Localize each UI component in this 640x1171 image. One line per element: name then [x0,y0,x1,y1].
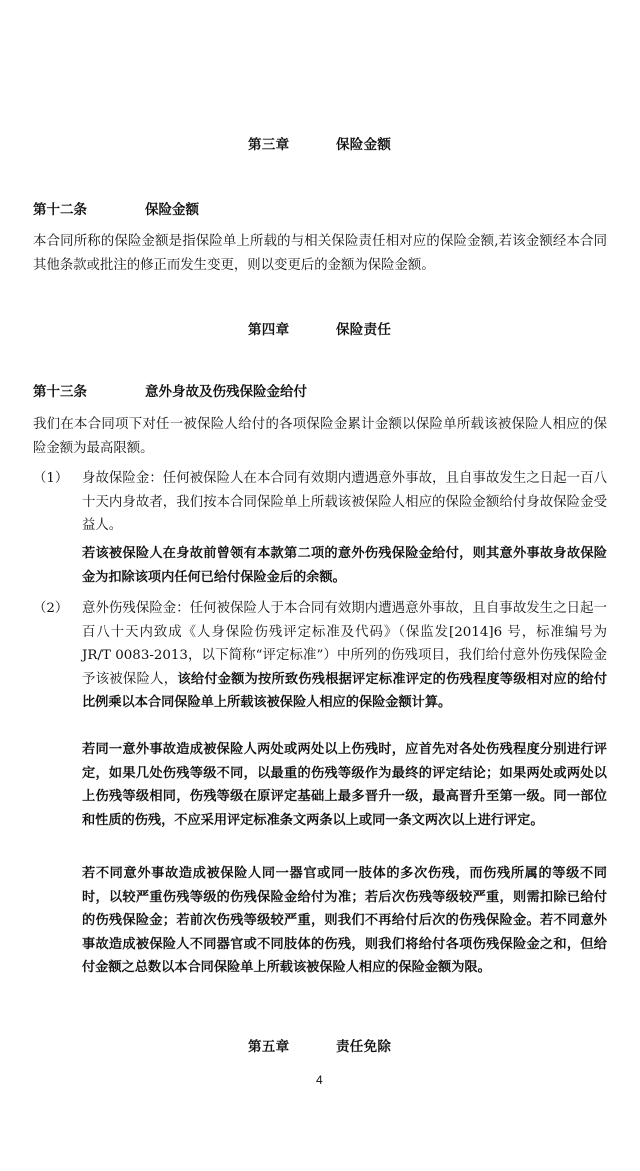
article-number: 第十二条 [33,202,87,218]
page-number: 4 [316,1073,323,1087]
article-13-intro: 我们在本合同项下对任一被保险人给付的各项保险金累计金额以保险单所载该被保险人相应的保险金额为最高限额。 [33,417,607,456]
chapter-number: 第五章 [248,1039,290,1055]
item-2-text-bold: 该给付金额为按所致伤残根据评定标准评定的伤残程度等级相对应的给付比例乘以本合同保险单上所载该被保险人相应的保险金额计算。 [82,671,608,710]
item-2-text-plain: 意外伤残保险金：任何被保险人于本合同有效期内遭遇意外事故，且自事故发生之日起一百八十天内致成《人身保险伤残评定标准及代码》（保监发[2014]6 号，标准编号为 JR/T 0083-2013，以下简称“评定标准”）中所列的伤残项目，我们给付意外伤残保险金予该被保险人， [82,601,607,687]
chapter-number: 第三章 [248,137,290,153]
item-1-bold-note: 若该被保险人在身故前曾领有本款第二项的意外伤残保险金给付，则其意外事故身故保险金为扣除该项内任何已给付保险金后的余额。 [82,546,607,585]
chapter-title: 保险金额 [336,137,392,153]
article-13-heading [33,380,433,400]
chapter-number: 第四章 [248,322,290,338]
chapter-4-heading [248,318,408,338]
article-12-heading [33,198,333,218]
article-number: 第十三条 [33,384,87,400]
chapter-5-heading [248,1035,428,1055]
article-12-text: 本合同所称的保险金额是指保险单上所载的与相关保险责任相对应的保险金额,若该金额经本合同其他条款或批注的修正而发生变更，则以变更后的金额为保险金额。 [33,234,607,273]
article-title: 意外身故及伤残保险金给付 [145,384,307,400]
article-title: 保险金额 [145,202,199,218]
item-2-bold-para-2: 若不同意外事故造成被保险人同一器官或同一肢体的多次伤残，而伤残所属的等级不同时，以较严重伤残等级的伤残保险金给付为准；若后次伤残等级较严重，则需扣除已给付的伤残保险金；若前次伤残等级较严重，则我们不再给付后次的伤残保险金。若不同意外事故造成被保险人不同器官或不同肢体的伤残，则我们将给付各项伤残保险金之和，但给付金额之总数以本合同保险单上所载该被保险人相应的保险金额为限。 [82,866,607,975]
item-1-text: 身故保险金：任何被保险人在本合同有效期内遭遇意外事故，且自事故发生之日起一百八十天内身故者，我们按本合同保险单上所载该被保险人相应的保险金额给付身故保险金受益人。 [82,471,607,533]
chapter-title: 保险责任 [336,322,392,338]
chapter-3-heading [248,133,408,153]
item-1-marker: （1） [33,471,69,486]
chapter-title: 责任免除 [336,1039,392,1055]
item-2-text [82,597,607,715]
item-2-marker: （2） [33,601,69,616]
item-2-bold-para-1: 若同一意外事故造成被保险人两处或两处以上伤残时，应首先对各处伤残程度分别进行评定，如果几处伤残等级不同，以最重的伤残等级作为最终的评定结论；如果两处或两处以上伤残等级相同，伤残等级在原评定基础上最多晋升一级，最高晋升至第一级。同一部位和性质的伤残，不应采用评定标准条文两条以上或同一条文两次以上进行评定。 [82,742,607,828]
